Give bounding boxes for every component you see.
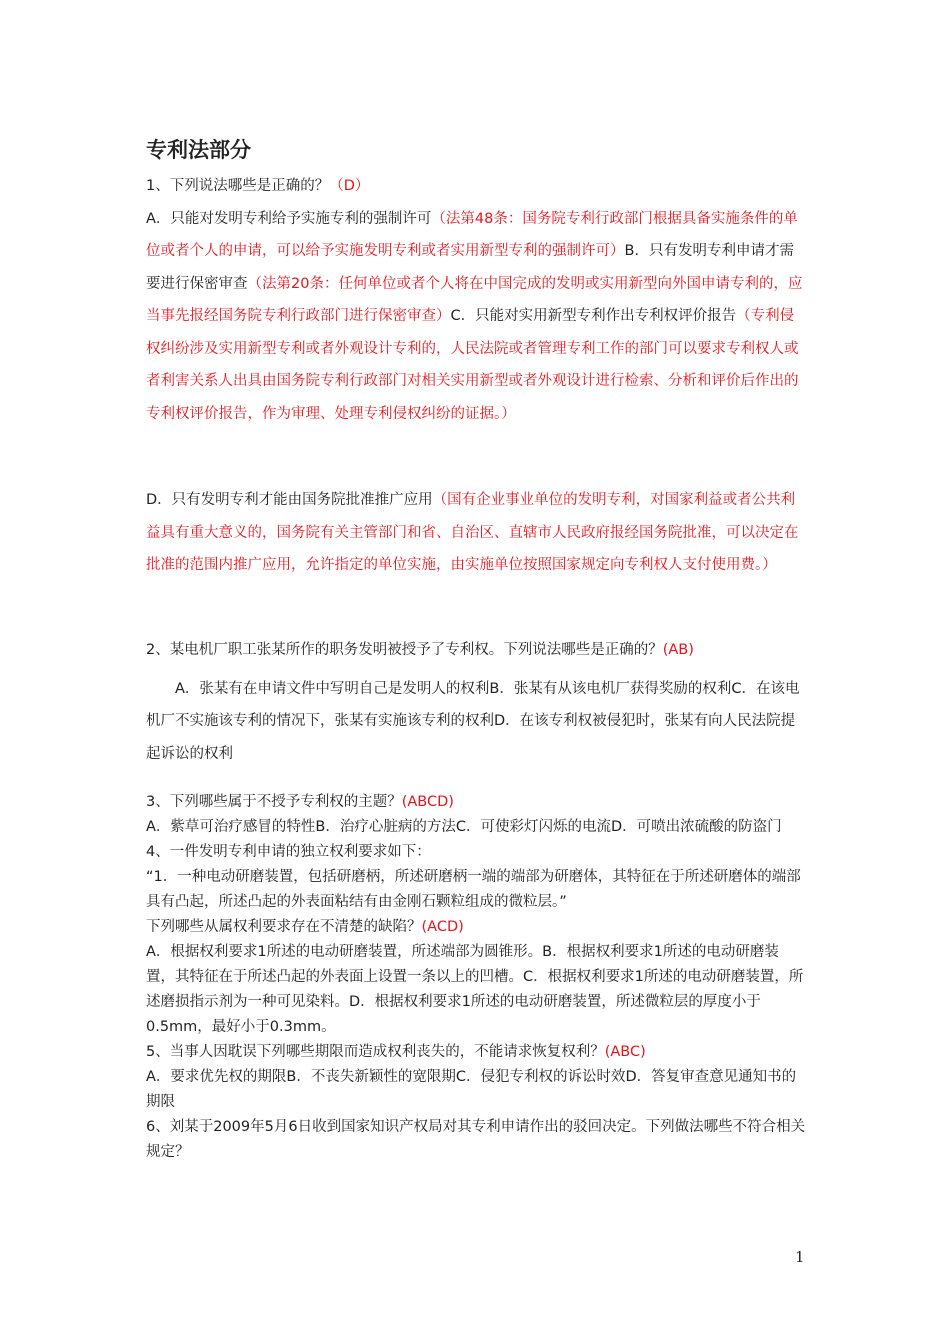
question-4-text bbox=[146, 915, 806, 940]
option-d-note: （国有企业事业单位的发明专利，对国家利益或者公共利益具有重大意义的，国务院有关主管部门和省、自治区、直辖市人民政府报经国务院批准，可以决定在批准的范围内推广应用，允许指定的单位实施，由实施单位按照国家规定向专利权人支付使用费。） bbox=[146, 492, 799, 573]
questions-tight bbox=[146, 790, 806, 1165]
section-title: 专利法部分 bbox=[146, 138, 251, 162]
question-2-stem: 2、某电机厂职工张某所作的职务发明被授予了专利权。下列说法哪些是正确的？ bbox=[146, 642, 663, 658]
question-1-option-d bbox=[146, 484, 806, 582]
question-3-answer: (ABCD) bbox=[401, 794, 454, 810]
option-a: A．只能对发明专利给予实施专利的强制许可 bbox=[146, 210, 432, 227]
question-3-stem: 3、下列哪些属于不授予专利权的主题？ bbox=[146, 794, 402, 810]
question-4-options: A．根据权利要求1所述的电动研磨装置，所述端部为圆锥形。B．根据权利要求1所述的电动研磨装置，其特征在于所述凸起的外表面上设置一条以上的凹槽。C．根据权利要求1所述的电动研磨装置，所述磨损指示剂为一种可见染料。D．根据权利要求1所述的电动研磨装置，所述微粒层的厚度小于0.5mm，最好小于0.3mm。 bbox=[146, 944, 804, 1035]
question-2 bbox=[146, 634, 806, 770]
question-6-stem: 6、刘某于2009年5月6日收到国家知识产权局对其专利申请作出的驳回决定。下列做法哪些不符合相关规定？ bbox=[146, 1119, 806, 1160]
question-1 bbox=[146, 170, 806, 430]
question-5-stem: 5、当事人因耽误下列哪些期限而造成权利丧失的，不能请求恢复权利？ bbox=[146, 1044, 605, 1060]
question-2-options: A．张某有在申请文件中写明自己是发明人的权利B．张某有从该电机厂获得奖励的权利C．在该电机厂不实施该专利的情况下，张某有实施该专利的权利D．在该专利权被侵犯时，张某有向人民法院提起诉讼的权利 bbox=[146, 680, 800, 762]
question-4-claim: “1．一种电动研磨装置，包括研磨柄，所述研磨柄一端的端部为研磨体，其特征在于所述研磨体的端部具有凸起，所述凸起的外表面粘结有由金刚石颗粒组成的微粒层。” bbox=[146, 869, 801, 910]
question-4-answer: (ACD) bbox=[421, 919, 464, 935]
question-2-text bbox=[146, 634, 806, 667]
question-5-text bbox=[146, 1040, 806, 1065]
question-1-options bbox=[146, 203, 806, 431]
question-1-stem: 1、下列说法哪些是正确的？ bbox=[146, 178, 330, 194]
question-1-text bbox=[146, 170, 806, 203]
question-4-stem-2: 下列哪些从属权利要求存在不清楚的缺陷？ bbox=[146, 919, 422, 935]
option-c-note: （专利侵权纠纷涉及实用新型专利或者外观设计专利的，人民法院或者管理专利工作的部门可以要求专利权人或者利害关系人出具由国务院专利行政部门对相关实用新型或者外观设计进行检索、分析和评价后作出的专利权评价报告，作为审理、处理专利侵权纠纷的证据。） bbox=[146, 308, 799, 422]
question-4-stem: 4、一件发明专利申请的独立权利要求如下： bbox=[146, 844, 431, 860]
question-2-answer: (AB) bbox=[662, 642, 694, 658]
question-3-text bbox=[146, 790, 806, 815]
option-b-note: （法第20条：任何单位或者个人将在中国完成的发明或实用新型向外国申请专利的，应当事先报经国务院专利行政部门进行保密审查） bbox=[146, 275, 803, 324]
option-b: B．只有发明专利申请才需要进行保密审查 bbox=[146, 243, 794, 292]
option-a-note: （法第48条：国务院专利行政部门根据具备实施条件的单位或者个人的申请，可以给予实施发明专利或者实用新型专利的强制许可） bbox=[146, 210, 798, 259]
question-3-options: A．紫草可治疗感冒的特性B．治疗心脏病的方法C．可使彩灯闪烁的电流D．可喷出浓硫酸的防盗门 bbox=[146, 819, 782, 835]
option-d: D．只有发明专利才能由国务院批准推广应用 bbox=[146, 492, 433, 508]
option-c: C．只能对实用新型专利作出专利权评价报告 bbox=[450, 308, 737, 324]
question-1-answer: （D） bbox=[329, 178, 370, 194]
question-5-answer: (ABC) bbox=[604, 1044, 646, 1060]
page-number: 1 bbox=[795, 1248, 805, 1266]
question-5-options: A．要求优先权的期限B．不丧失新颖性的宽限期C．侵犯专利权的诉讼时效D．答复审查意见通知书的期限 bbox=[146, 1069, 797, 1110]
